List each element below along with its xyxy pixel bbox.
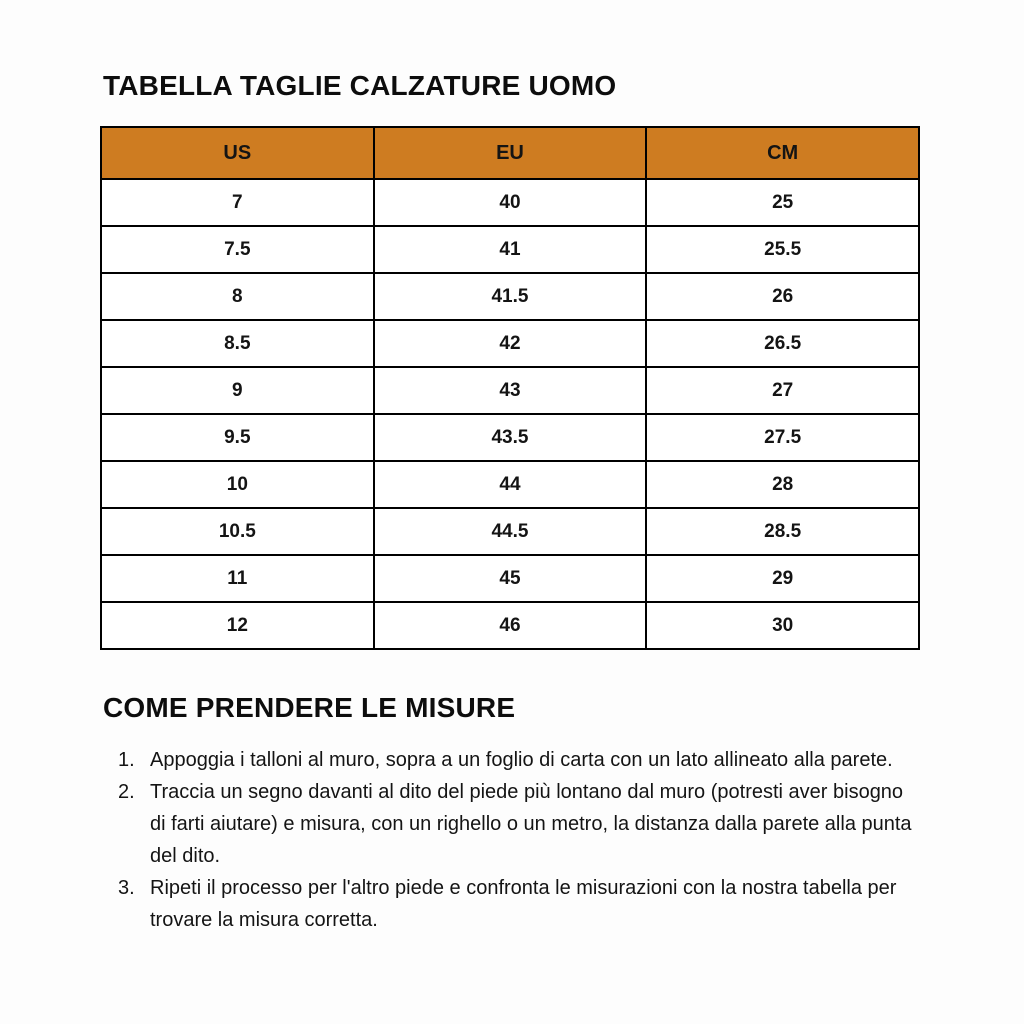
size-table-cell: 26.5 <box>646 320 919 367</box>
table-row <box>101 555 919 602</box>
size-table-cell: 28 <box>646 461 919 508</box>
size-table-cell: 25.5 <box>646 226 919 273</box>
instruction-item <box>118 872 920 936</box>
size-table-cell: 42 <box>374 320 647 367</box>
size-table-cell: 30 <box>646 602 919 649</box>
size-table-cell: 25 <box>646 179 919 226</box>
size-table-cell: 12 <box>101 602 374 649</box>
size-table-header-cell: US <box>101 127 374 179</box>
size-table-cell: 10 <box>101 461 374 508</box>
instruction-number: 2. <box>118 781 135 803</box>
instruction-text: Ripeti il processo per l'altro piede e confronta le misurazioni con la nostra tabella per trovare la misura corretta. <box>150 877 897 931</box>
size-table-body <box>101 179 919 649</box>
size-table-cell: 10.5 <box>101 508 374 555</box>
instruction-item <box>118 744 920 776</box>
size-table-cell: 29 <box>646 555 919 602</box>
size-table-cell: 45 <box>374 555 647 602</box>
size-table-cell: 9 <box>101 367 374 414</box>
measure-section-title: COME PRENDERE LE MISURE <box>103 692 516 723</box>
size-table-cell: 41 <box>374 226 647 273</box>
size-table-cell: 7 <box>101 179 374 226</box>
size-table-cell: 41.5 <box>374 273 647 320</box>
table-row <box>101 367 919 414</box>
size-table-cell: 43.5 <box>374 414 647 461</box>
table-row <box>101 179 919 226</box>
size-table-cell: 7.5 <box>101 226 374 273</box>
table-row <box>101 461 919 508</box>
size-table-header-cell: CM <box>646 127 919 179</box>
size-table-cell: 43 <box>374 367 647 414</box>
instruction-text: Traccia un segno davanti al dito del piede più lontano dal muro (potresti aver bisogno di farti aiutare) e misura, con un righello o un metro, la distanza dalla parete alla punta del dito. <box>150 781 912 867</box>
instruction-number: 1. <box>118 749 135 771</box>
size-table-header-row <box>101 127 919 179</box>
instruction-text: Appoggia i talloni al muro, sopra a un foglio di carta con un lato allineato alla parete. <box>150 749 893 771</box>
page-title: TABELLA TAGLIE CALZATURE UOMO <box>103 70 617 101</box>
size-table-cell: 8.5 <box>101 320 374 367</box>
instruction-number: 3. <box>118 877 135 899</box>
size-table-cell: 46 <box>374 602 647 649</box>
table-row <box>101 320 919 367</box>
table-row <box>101 602 919 649</box>
table-row <box>101 508 919 555</box>
size-table-cell: 28.5 <box>646 508 919 555</box>
table-row <box>101 226 919 273</box>
size-table-cell: 27.5 <box>646 414 919 461</box>
size-guide-content <box>100 0 920 936</box>
measure-instructions-list <box>100 744 920 936</box>
size-table-cell: 26 <box>646 273 919 320</box>
size-table-cell: 44.5 <box>374 508 647 555</box>
size-table-cell: 9.5 <box>101 414 374 461</box>
size-table-cell: 8 <box>101 273 374 320</box>
size-table-cell: 27 <box>646 367 919 414</box>
size-table-cell: 40 <box>374 179 647 226</box>
size-table <box>100 126 920 650</box>
size-table-cell: 44 <box>374 461 647 508</box>
instruction-item <box>118 776 920 872</box>
size-table-header-cell: EU <box>374 127 647 179</box>
size-table-cell: 11 <box>101 555 374 602</box>
table-row <box>101 414 919 461</box>
table-row <box>101 273 919 320</box>
